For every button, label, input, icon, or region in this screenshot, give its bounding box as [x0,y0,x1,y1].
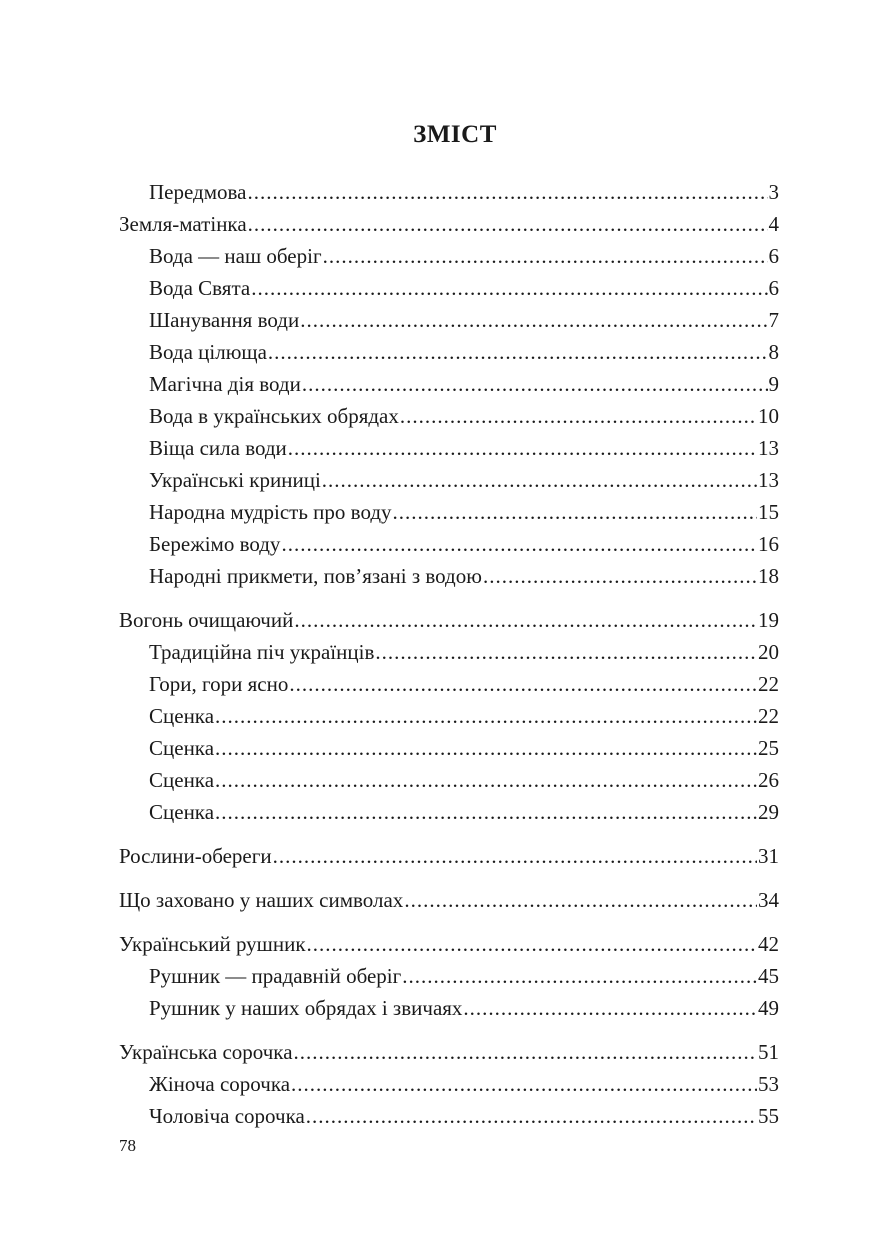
toc-entry-title: Народні прикмети, пов’язані з водою [149,564,482,588]
toc-entry [119,304,779,336]
toc-entry-page: 18 [758,564,779,588]
toc-entry-page: 16 [758,532,779,556]
table-of-contents [119,176,779,1132]
dot-leader [306,1100,757,1132]
toc-entry [119,240,779,272]
dot-leader [288,432,757,464]
dot-leader [215,796,757,828]
toc-entry-title: Вода цілюща [149,340,267,364]
toc-entry-title: Вода Свята [149,276,251,300]
toc-entry [119,336,779,368]
dot-leader [289,668,757,700]
toc-entry-page: 22 [758,672,779,696]
dot-leader [402,960,757,992]
toc-entry-page: 13 [758,436,779,460]
toc-entry [119,1100,779,1132]
dot-leader [302,368,768,400]
toc-entry-title: Рушник у наших обрядах і звичаях [149,996,463,1020]
dot-leader [404,884,757,916]
toc-entry-page: 42 [758,932,779,956]
toc-entry-page: 4 [768,212,779,236]
toc-entry-title: Українські криниці [149,468,321,492]
toc-entry-title: Віща сила води [149,436,287,460]
toc-entry-page: 6 [768,244,779,268]
toc-entry-title: Шанування води [149,308,300,332]
toc-entry-page: 22 [758,704,779,728]
dot-leader [294,1036,757,1068]
toc-entry [119,208,779,240]
toc-entry-title: Вода — наш оберіг [149,244,322,268]
toc-entry-title: Жіноча сорочка [149,1072,291,1096]
toc-entry-page: 9 [768,372,779,396]
toc-entry-title: Вода в українських обрядах [149,404,399,428]
page-title: ЗМІСТ [413,120,497,148]
toc-entry-page: 49 [758,996,779,1020]
toc-entry-title: Сценка [149,768,215,792]
dot-leader [323,240,768,272]
toc-entry [119,840,779,872]
toc-entry [119,272,779,304]
toc-entry-title: Передмова [149,180,247,204]
dot-leader [291,1068,757,1100]
toc-entry-page: 19 [758,608,779,632]
toc-entry [119,764,779,796]
dot-leader [483,560,757,592]
dot-leader [300,304,767,336]
dot-leader [215,732,757,764]
dot-leader [463,992,757,1024]
toc-entry-page: 45 [758,964,779,988]
toc-entry [119,960,779,992]
page-number: 78 [119,1136,136,1155]
toc-entry [119,400,779,432]
toc-entry [119,668,779,700]
toc-entry-page: 29 [758,800,779,824]
dot-leader [247,176,767,208]
toc-entry [119,368,779,400]
dot-leader [294,604,757,636]
toc-entry-title: Сценка [149,800,215,824]
toc-entry-page: 13 [758,468,779,492]
toc-entry-title: Народна мудрість про воду [149,500,392,524]
toc-entry-title: Бережімо воду [149,532,281,556]
dot-leader [273,840,757,872]
dot-leader [375,636,757,668]
dot-leader [251,272,767,304]
dot-leader [281,528,757,560]
toc-entry-title: Рослини-обереги [119,844,272,868]
toc-entry-page: 20 [758,640,779,664]
toc-entry [119,1036,779,1068]
dot-leader [307,928,757,960]
dot-leader [215,700,757,732]
toc-entry-title: Сценка [149,704,215,728]
dot-leader [268,336,768,368]
toc-entry [119,992,779,1024]
dot-leader [400,400,757,432]
dot-leader [248,208,768,240]
toc-entry [119,560,779,592]
toc-entry-title: Магічна дія води [149,372,301,396]
toc-entry-page: 31 [758,844,779,868]
toc-entry-page: 25 [758,736,779,760]
dot-leader [215,764,757,796]
toc-entry [119,700,779,732]
toc-entry [119,528,779,560]
toc-entry [119,636,779,668]
toc-entry-page: 7 [768,308,779,332]
toc-entry [119,496,779,528]
toc-entry [119,176,779,208]
toc-entry-title: Український рушник [119,932,306,956]
toc-entry-page: 10 [758,404,779,428]
toc-entry-page: 8 [768,340,779,364]
toc-entry-page: 53 [758,1072,779,1096]
toc-entry [119,432,779,464]
toc-entry-title: Гори, гори ясно [149,672,289,696]
toc-entry-page: 55 [758,1104,779,1128]
toc-entry-title: Чоловіча сорочка [149,1104,305,1128]
toc-entry-title: Вогонь очищаючий [119,608,294,632]
toc-entry [119,928,779,960]
toc-entry-title: Традиційна піч українців [149,640,375,664]
toc-entry [119,464,779,496]
toc-entry [119,1068,779,1100]
dot-leader [322,464,757,496]
toc-entry-page: 6 [768,276,779,300]
toc-entry-page: 34 [758,888,779,912]
toc-entry-title: Українська сорочка [119,1040,293,1064]
toc-entry [119,796,779,828]
toc-entry-page: 51 [758,1040,779,1064]
dot-leader [393,496,757,528]
toc-entry-page: 26 [758,768,779,792]
toc-entry-title: Рушник — прадавній оберіг [149,964,402,988]
toc-entry [119,884,779,916]
toc-entry-title: Сценка [149,736,215,760]
toc-entry-title: Земля-матінка [119,212,247,236]
toc-entry [119,604,779,636]
toc-entry [119,732,779,764]
toc-entry-page: 3 [768,180,779,204]
toc-entry-title: Що заховано у наших символах [119,888,404,912]
toc-entry-page: 15 [758,500,779,524]
